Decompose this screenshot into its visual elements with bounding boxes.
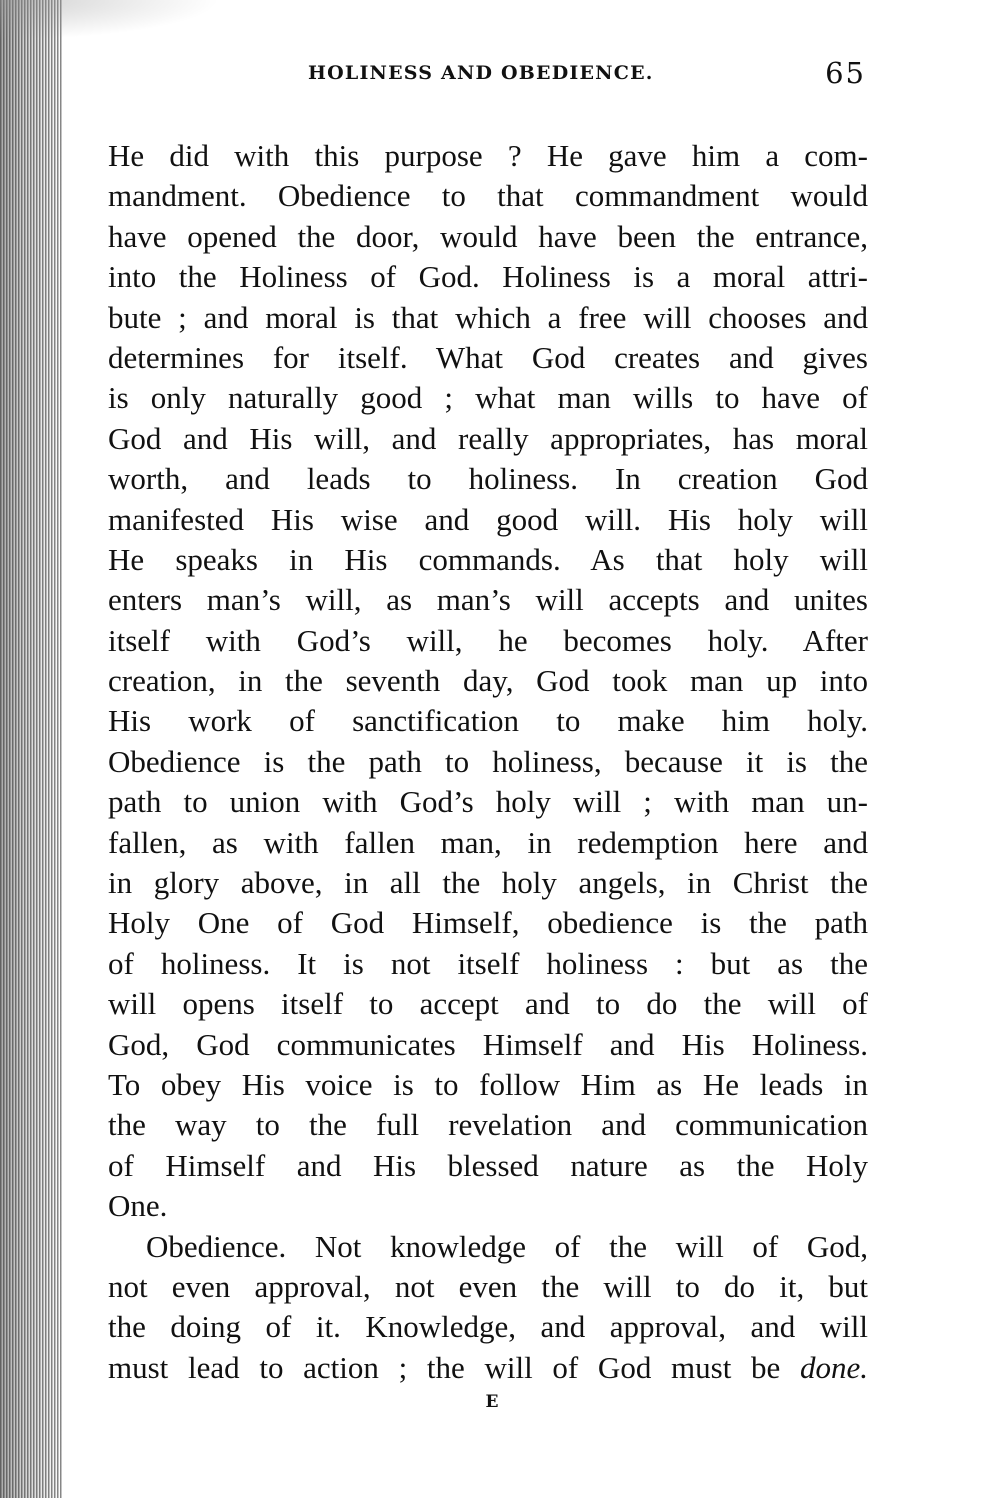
text-line: creation, in the seventh day, God took man up into [108, 663, 868, 699]
binding-gutter [0, 0, 62, 1498]
text-line: the doing of it. Knowledge, and approval, and will [108, 1309, 868, 1345]
text-line: Holy One of God Himself, obedience is the path [108, 905, 868, 941]
text-line: the way to the full revelation and communication [108, 1107, 868, 1143]
signature-letter: E [485, 1392, 499, 1412]
page-corner-shadow [0, 0, 220, 40]
text-line: His work of sanctification to make him holy. [108, 703, 868, 739]
text-line: To obey His voice is to follow Him as He leads in [108, 1066, 868, 1102]
text-line: determines for itself. What God creates and gives [108, 339, 868, 375]
text-line: He speaks in His commands. As that holy will [108, 541, 868, 577]
text-line: path to union with God’s holy will ; with man un- [108, 784, 868, 820]
text-line: of Himself and His blessed nature as the Holy [108, 1147, 868, 1183]
text-line: worth, and leads to holiness. In creation God [108, 461, 868, 497]
text-line: is only naturally good ; what man wills to have of [108, 380, 868, 416]
body-text [108, 136, 868, 1388]
signature-mark [0, 1392, 1000, 1412]
text-line: mandment. Obedience to that commandment would [108, 178, 868, 214]
text-line: He did with this purpose ? He gave him a com- [108, 138, 868, 173]
page-number: 65 [825, 56, 866, 90]
text-line: One. [108, 1188, 168, 1224]
text-line: fallen, as with fallen man, in redemption here and [108, 824, 868, 860]
text-line: into the Holiness of God. Holiness is a moral attri- [108, 259, 868, 295]
text-line: itself with God’s will, he becomes holy. After [108, 622, 868, 658]
emphasized-word: done. [799, 1349, 868, 1385]
running-title: HOLINESS AND OBEDIENCE. [308, 62, 654, 84]
text-line: Obedience is the path to holiness, because it is the [108, 743, 868, 779]
text-line: of holiness. It is not itself holiness : but as the [108, 945, 868, 981]
page-header [108, 58, 868, 98]
text-line: manifested His wise and good will. His holy will [108, 501, 868, 537]
paragraph-1 [108, 136, 868, 1227]
text-line: Obedience. Not knowledge of the will of God, [146, 1228, 868, 1264]
text-line: enters man’s will, as man’s will accepts and unites [108, 582, 868, 618]
paragraph-2 [108, 1227, 868, 1389]
text-line-final [108, 1348, 868, 1388]
text-line: bute ; and moral is that which a free will chooses and [108, 299, 868, 335]
text-line: have opened the door, would have been the entrance, [108, 218, 868, 254]
text-line: God and His will, and really appropriates, has moral [108, 420, 868, 456]
text-line-start: must lead to action ; the will of God must be [108, 1349, 781, 1385]
text-line: God, God communicates Himself and His Holiness. [108, 1026, 868, 1062]
text-line: will opens itself to accept and to do the will of [108, 986, 868, 1022]
text-line: in glory above, in all the holy angels, in Christ the [108, 865, 868, 901]
text-line: not even approval, not even the will to do it, but [108, 1268, 868, 1304]
